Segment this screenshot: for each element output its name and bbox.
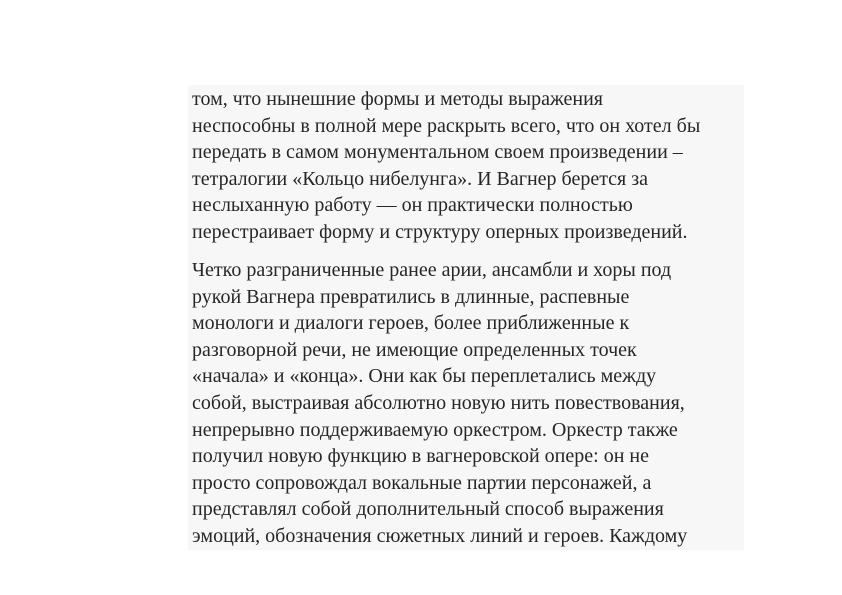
text-line: неслыханную работу — он практически полностью [192,194,633,217]
paragraph-1 [192,86,700,246]
text-line: рукой Вагнера превратились в длинные, распевные [192,285,630,308]
text-line: неспособны в полной мере раскрыть всего, что он хотел бы [192,114,701,137]
text-line: том, что нынешние формы и методы выражения [192,88,603,110]
text-line: получил новую функцию в вагнеровской опере: он не [192,445,649,468]
text-line: непрерывно поддерживаемую оркестром. Оркестр также [192,418,678,441]
document-text-block [188,85,744,550]
text-line: монологи и диалоги героев, более приближенные к [192,312,630,335]
text-line: перестраивает форму и структуру оперных произведений. [192,220,688,243]
text-line: представлял собой дополнительный способ выражения [192,498,664,521]
text-line: разговорной речи, не имеющие определенных точек [192,338,637,361]
text-line: Четко разграниченные ранее арии, ансамбли и хоры под [192,259,672,281]
text-line: эмоций, обозначения сюжетных линий и героев. Каждому [192,524,688,547]
text-line: «начала» и «конца». Они как бы переплетались между [192,365,657,388]
text-line: передать в самом монументальном своем произведении – [192,141,683,164]
text-line: просто сопровождал вокальные партии персонажей, а [192,471,652,494]
text-line: тетралогии «Кольцо нибелунга». И Вагнер берется за [192,167,649,190]
paragraph-2 [192,257,687,550]
text-line: собой, выстраивая абсолютно новую нить повествования, [192,391,685,414]
